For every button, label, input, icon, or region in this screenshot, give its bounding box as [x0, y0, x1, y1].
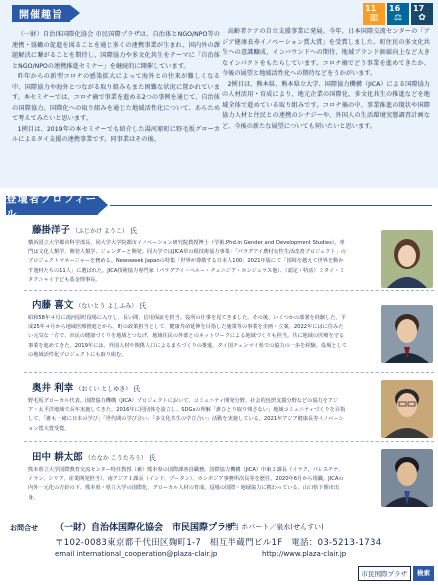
speaker-photo	[381, 449, 433, 507]
overview-left-column	[12, 30, 220, 146]
overview-heading: 開催趣旨	[12, 5, 70, 22]
speaker-honorific: 氏	[129, 227, 137, 235]
contact-person: 担当 ホパート／泉水(せんすい)	[225, 523, 324, 531]
overview-section	[0, 0, 438, 188]
profile-separator	[24, 290, 434, 291]
speaker-name: 田中 耕太郎	[32, 452, 83, 463]
contact-organization: （一財）自治体国際化協会 市民国際プラザ	[55, 523, 236, 533]
overview-paragraph: 1例目は、2019年の本セミナーでも紹介した湯河原町に野毛坂グローカルによるタイ支援の連携事業です。同事業はその後、	[12, 125, 220, 143]
search-badge[interactable]	[358, 566, 435, 581]
sdg-17-icon: 17 ✿	[411, 3, 433, 25]
speaker-bio: 横浜国立大学都市科学部長、同大学大学院都市イノベーション研究院教授博士（学術,Phd.in Gender and Development Studies）。専門は文化人類学、開発人類学、ジェンダーと開発。同大学ではJICA草の根技術協力事業：「パラグアイ農村女性生活改善プロジェクト」のプロジェクトマネージャーを務める。Newsweek Japanの特集「世界が尊敬する日本人100」2021年版にて「国境を越えて世界を動かす逸材たちの11人」に選ばれた。JICA技術協力専門家（パラグアイ・ペルー・チュニジア・ホンジュラス他）、（認定・特活）ミタイ・ミタクニャイ子ども基金理事長。	[28, 240, 346, 283]
contact-section	[0, 520, 438, 585]
contact-label: お問合せ	[10, 524, 38, 532]
speaker-photo	[381, 230, 433, 288]
profiles-heading: 登壇者プロフィール	[6, 192, 98, 220]
speaker-honorific: 氏	[148, 454, 156, 462]
overview-right-column	[222, 27, 430, 132]
speaker-profile	[8, 449, 433, 503]
sdg-icons	[363, 3, 433, 25]
speaker-kana: （おくい としゆき）	[75, 386, 132, 393]
contact-email-link[interactable]: email international_cooperation@plaza-clair.jp	[55, 550, 218, 558]
speaker-photo	[381, 380, 433, 438]
speaker-kana: （ないとう よしふみ）	[75, 303, 138, 310]
speaker-name: 奥井 利幸	[32, 383, 74, 394]
speaker-profile	[8, 222, 433, 285]
speaker-honorific: 氏	[139, 302, 147, 310]
speaker-bio: 昭和58年４月に湯河原町役場に入庁し、長い間、信用保証を担当。役所の仕事を見てきました。その後、いくつかの部署を経験した。平成25年４月から地域医療推進とから、町の政策担当として、健康寿命延伸を目指した施策等の事業を企画・立案。2022年にはに住みたい元気な一方で、市民の健康づくりを地域とつなげ、地域住民の外部とのネットワークによる地域づくりも担当。共に地域の医療を守る事業を進めてきた。2019年には、外国人材や関係人口によるまちづくりの推進、タイ国チェンマイ県での協力の一歩を経験。役場としての地域活性化プロジェクトにも取り組む。	[28, 315, 347, 358]
search-button[interactable]: 検索	[413, 566, 434, 581]
speaker-honorific: 氏	[133, 385, 141, 393]
sdg-16-icon: 16 ⚖	[387, 3, 409, 25]
speaker-kana: （ふじかけ ようこ）	[72, 228, 128, 235]
overview-paragraph: 2例目は、熊本県、熊本県立大学、国際協力機構（JICA）による国際協力の人材活用・育成により、地元企業の国際化、多文化共生の推進などを地域全体で進めている取り組みです。コロナ禍の中、事業推進の現状や国際協力人材と住民との連携のシナジーや、外国人の生活環境実態調査計画など、今後の新たな展望についても伺いたいと思います。	[222, 80, 430, 130]
speaker-kana: （たなか こうたろう）	[84, 455, 147, 462]
profile-separator	[24, 441, 434, 442]
speaker-bio: 野毛坂グローカル代表。国際協力機構（JICA）プロジェクトにおいて、コミュニティ開発分野、社会的包摂支援分野などの協力をアジア・太平洋地域で長年実施してきた。2016年に同団体を設立し、SDGsの理解「誰ひとり取り残さない」地域コミュニティづくりを目指して、「誰も一緒に日本の学び」「世代間の学び合い」「多文化共生の学び合い」活動を実施している。2021年アジア健康長寿イノベーション賞大賞受賞。	[28, 398, 346, 432]
speaker-profile	[8, 297, 433, 360]
overview-paragraph: （一財）自治体国際化協会 市民国際プラザは、自治体とNGO/NPO等の連携・協働の促進を図ることを通じ多くの連携事業が生まれ、国内外の課題解決に繋がることを期待し、国際協力や多文化共生をテーマに「自治体とNGO/NPOの連携推進セミナー」を継続的に開催しています。	[12, 31, 220, 70]
contact-address: 〒102-0083東京都千代田区麹町1-7 相互半蔵門ビル1F 電話：03-5213-1734	[55, 538, 382, 548]
speaker-bio: 熊本県立大学国際教育交流センター特任教授（兼）熊本県の国際課客員職務。国際協力機構（JICA）中東２課長（イラク、パレスチナ、イラン、シリア、産業開発担当）、南アジア１課長（インド、ブータン）、カンボジア事務所次長等を歴任。2020年6月から現職。JICAの内外一元化の方針の下、熊本県・県立大学の国際化、グローカル人材の育成、役場の国際・地域協力に携わっている。山口県下関市出身。	[28, 467, 344, 501]
profiles-divider	[110, 205, 432, 206]
speaker-name: 藤掛洋子	[32, 225, 71, 236]
profile-separator	[24, 372, 434, 373]
overview-paragraph: 昨年からの新型コロナの感染拡大によって海外との往来が難しくなる中、国際協力や海外とつながる取り組みもまた困難な状況に置かれています。本セミナーでは、コロナ禍で事業を進める2つの事例を通じて、自治体の国際協力、国際化への取り組みを通じた地域活性化について、あらためて考えてみたいと思います。	[12, 73, 220, 122]
contact-website-link[interactable]: http://www.plaza-clair.jp	[262, 550, 347, 558]
speaker-name: 内藤 喜文	[32, 300, 74, 311]
speaker-profile	[8, 380, 433, 434]
overview-paragraph: 高齢者ケアの自立支援事業に発展。今年、日本国際交流センターの「アジア健康長寿イノベーション賞大賞」を受賞しました。町住民の多文化共生への意識醸成、インバウンドへの期待、地域ブランド価値向上など大きなインパクトをもたらしています。コロナ禍でどう事業を進めてきたか、今後の展望と地域活性化への期待などをうかがいます。	[222, 28, 430, 77]
speaker-photo	[381, 305, 433, 363]
sdg-11-icon: 11 ▥	[363, 3, 385, 25]
search-keyword: 市民国際プラザ	[358, 566, 412, 581]
